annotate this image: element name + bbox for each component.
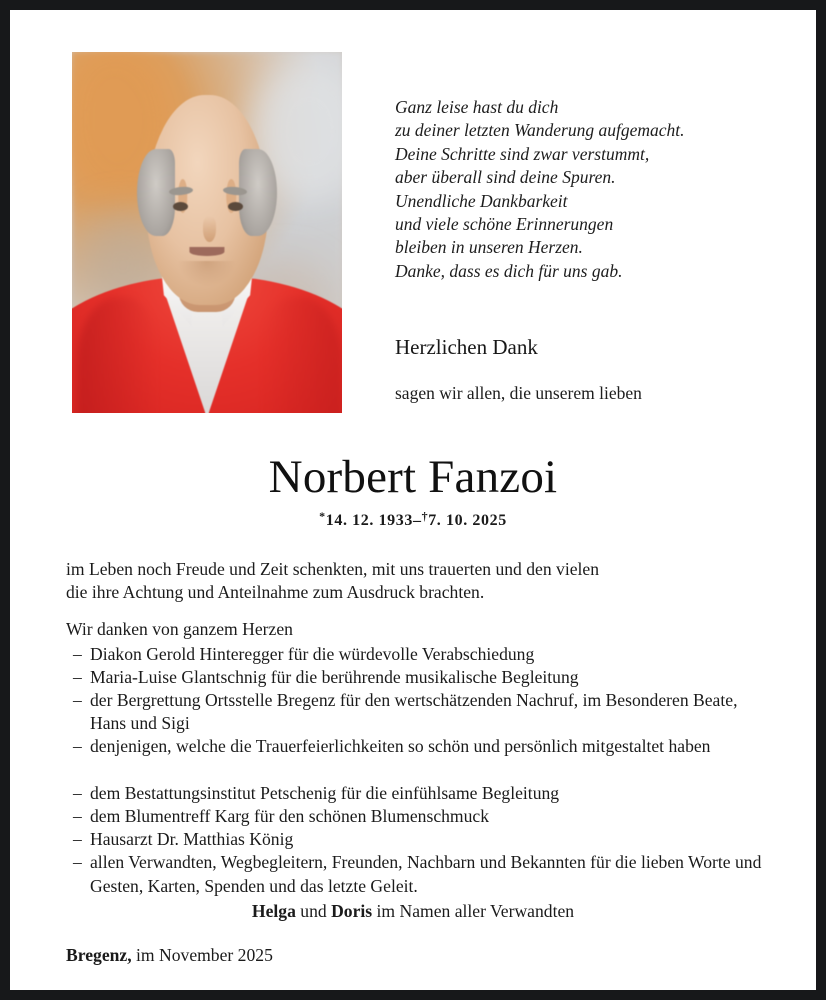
list-item: [66, 735, 766, 781]
verse-line: Danke, dass es dich für uns gab.: [395, 260, 623, 281]
bullet-dash: –: [73, 643, 82, 664]
bullet-dash: –: [73, 829, 82, 850]
signer-name-one: Helga: [251, 901, 296, 921]
signature-suffix: im Namen aller Verwandten: [376, 901, 575, 921]
notice-date: im November 2025: [136, 945, 273, 965]
bullet-dash: –: [73, 806, 82, 827]
portrait-photo: [72, 52, 342, 413]
date-separator: –: [412, 512, 422, 530]
list-item-text: dem Blumentreff Karg für den schönen Blumenschmuck: [90, 806, 490, 827]
bullet-dash: –: [73, 852, 82, 873]
verse-line: zu deiner letzten Wanderung aufgemacht.: [395, 120, 685, 141]
list-item: [66, 643, 766, 666]
verse-line: und viele schöne Erinnerungen: [395, 214, 614, 235]
nose: [203, 216, 217, 241]
list-item: [66, 689, 766, 735]
list-item-text: allen Verwandten, Wegbegleitern, Freunden, Nachbarn und Bekannten für die lieben Worte und Gesten, Karten, Spenden und das letzte Geleit.: [90, 852, 762, 896]
verse-line: bleiben in unseren Herzen.: [395, 237, 583, 258]
portrait-photo-inner: [72, 52, 342, 413]
list-item-text: denjenigen, welche die Trauerfeierlichkeiten so schön und persönlich mitgestaltet haben: [90, 736, 711, 757]
signer-name-two: Doris: [331, 901, 373, 921]
list-item: [66, 666, 766, 689]
sweater-shadow-left: [77, 297, 158, 413]
sweater-shadow-right: [261, 297, 342, 413]
bullet-dash: –: [73, 736, 82, 757]
list-item-text: der Bergrettung Ortsstelle Bregenz für den wertschätzenden Nachruf, im Besonderen Beate, Hans und Sigi: [90, 690, 738, 734]
birth-symbol: *: [319, 509, 326, 523]
body-column: [66, 558, 766, 898]
signature-conjunction: und: [300, 901, 327, 921]
life-dates: [10, 509, 816, 530]
intro-paragraph: [66, 558, 766, 604]
mouth: [189, 247, 224, 256]
list-item: [66, 828, 766, 851]
list-item-text: Diakon Gerold Hinteregger für die würdevolle Verabschiedung: [90, 643, 535, 664]
thanks-list: [66, 643, 766, 898]
bullet-dash: –: [73, 666, 82, 687]
list-item: [66, 851, 766, 897]
top-section: [10, 10, 816, 422]
thanks-subline: sagen wir allen, die unserem lieben: [395, 383, 642, 404]
list-item-text: Hausarzt Dr. Matthias König: [90, 829, 294, 850]
signature-line: [66, 900, 760, 923]
list-item-text: Maria-Luise Glantschnig für die berührende musikalische Begleitung: [90, 666, 579, 687]
thanks-lead: Wir danken von ganzem Herzen: [66, 619, 293, 640]
death-date: 7. 10. 2025: [428, 512, 507, 530]
thanks-heading: Herzlichen Dank: [395, 335, 538, 360]
verse-line: Ganz leise hast du dich: [395, 97, 559, 117]
place-date-line: [66, 944, 273, 967]
verse-line: Unendliche Dankbarkeit: [395, 190, 568, 211]
intro-line: im Leben noch Freude und Zeit schenkten, mit uns trauerten und den vielen: [66, 559, 600, 579]
name-block: [10, 450, 816, 530]
place-name: Bregenz,: [66, 945, 132, 965]
list-item-text: dem Bestattungsinstitut Petschenig für die einfühlsame Begleitung: [90, 782, 560, 803]
deceased-name: Norbert Fanzoi: [268, 451, 558, 503]
verse-line: aber überall sind deine Spuren.: [395, 167, 616, 188]
bullet-dash: –: [73, 690, 82, 711]
bullet-dash: –: [73, 782, 82, 803]
list-item: [66, 805, 766, 828]
verse-line: Deine Schritte sind zwar verstummt,: [395, 143, 650, 164]
verse-column: [395, 96, 795, 404]
birth-date: 14. 12. 1933: [325, 512, 413, 530]
death-symbol: †: [421, 509, 429, 523]
list-item: [66, 782, 766, 805]
intro-line: die ihre Achtung und Anteilnahme zum Ausdruck brachten.: [66, 582, 485, 603]
memorial-verse: [395, 96, 795, 283]
chin-shading: [177, 261, 236, 286]
